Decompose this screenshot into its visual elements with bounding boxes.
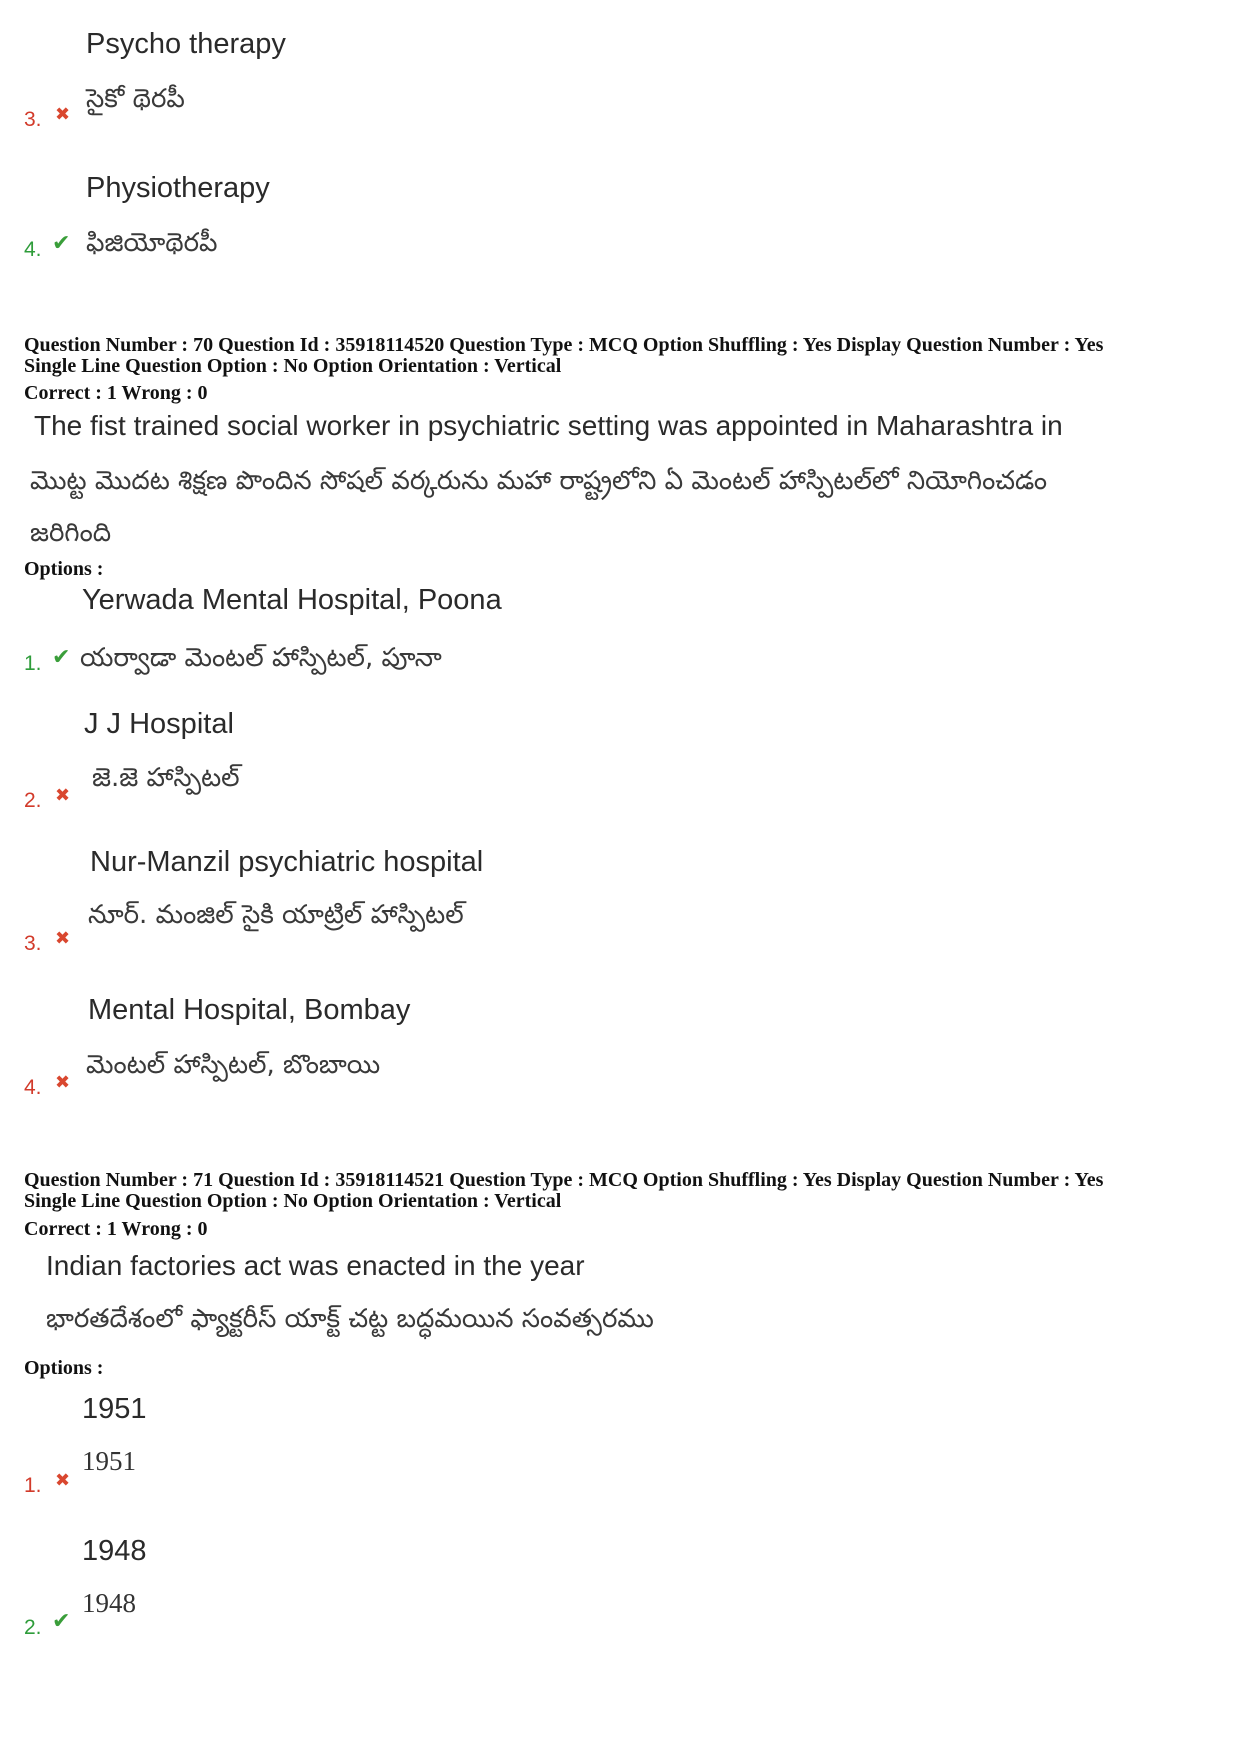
q70-option-3-telugu: నూర్. మంజిల్ సైకి యాట్రిల్ హాస్పిటల్ <box>88 900 464 930</box>
q71-marks: Correct : 1 Wrong : 0 <box>24 1218 208 1240</box>
prev-option-4-number: 4. <box>24 238 42 261</box>
prev-option-3-number: 3. <box>24 108 42 131</box>
q70-option-3-english: Nur-Manzil psychiatric hospital <box>90 846 484 878</box>
q71-meta-line1: Question Number : 71 Question Id : 35918114521 Question Type : MCQ Option Shuffling : Yes Display Question Number : Yes <box>24 1169 1104 1191</box>
q70-option-3-number: 3. <box>24 932 42 955</box>
q71-question-telugu: భారతదేశంలో ఫ్యాక్టరీస్ యాక్ట్ చట్ట బద్ధమయిన సంవత్సరము <box>46 1304 654 1334</box>
q70-question-english: The fist trained social worker in psychiatric setting was appointed in Maharashtra in <box>34 410 1063 441</box>
q70-option-1-number: 1. <box>24 652 42 675</box>
q71-option-2-telugu: 1948 <box>82 1588 136 1618</box>
cross-icon: ✖ <box>55 104 71 125</box>
q71-question-english: Indian factories act was enacted in the year <box>46 1250 585 1281</box>
check-icon: ✔ <box>52 231 71 256</box>
q70-option-2-number: 2. <box>24 789 42 812</box>
q70-option-1-telugu: యర్వాడా మెంటల్ హాస్పిటల్, పూనా <box>80 643 442 673</box>
q70-option-4-english: Mental Hospital, Bombay <box>88 994 411 1026</box>
cross-icon: ✖ <box>55 928 71 949</box>
prev-option-4-telugu: ఫిజియోథెరపీ <box>86 228 218 258</box>
q70-meta-line2: Single Line Question Option : No Option Orientation : Vertical <box>24 355 562 377</box>
check-icon: ✔ <box>52 645 71 670</box>
prev-option-4-english: Physiotherapy <box>86 172 270 204</box>
q70-question-telugu-line2: జరిగింది <box>30 518 112 548</box>
q70-option-1-english: Yerwada Mental Hospital, Poona <box>82 584 502 616</box>
q71-options-label: Options : <box>24 1357 104 1379</box>
q70-marks: Correct : 1 Wrong : 0 <box>24 382 208 404</box>
q70-question-telugu-line1: మొట్ట మొదట శిక్షణ పొందిన సోషల్ వర్కరును మహా రాష్ట్రలోని ఏ మెంటల్ హాస్పిటల్‌లో నియోగించడం <box>30 466 1048 496</box>
q70-option-4-number: 4. <box>24 1076 42 1099</box>
q71-option-1-telugu: 1951 <box>82 1446 136 1476</box>
cross-icon: ✖ <box>55 1072 71 1093</box>
q71-option-2-english: 1948 <box>82 1535 147 1567</box>
q71-meta-line2: Single Line Question Option : No Option Orientation : Vertical <box>24 1190 562 1212</box>
q71-option-1-number: 1. <box>24 1474 42 1497</box>
q70-option-4-telugu: మెంటల్ హాస్పిటల్, బొంబాయి <box>86 1050 381 1080</box>
q70-option-2-english: J J Hospital <box>84 708 234 740</box>
cross-icon: ✖ <box>55 1470 71 1491</box>
q70-meta-line1: Question Number : 70 Question Id : 35918114520 Question Type : MCQ Option Shuffling : Yes Display Question Number : Yes <box>24 334 1104 356</box>
prev-option-3-telugu: సైకో థెరపీ <box>86 84 185 114</box>
prev-option-3-english: Psycho therapy <box>86 28 286 60</box>
q70-option-2-telugu: జె.జె హాస్పిటల్ <box>92 763 240 793</box>
cross-icon: ✖ <box>55 785 71 806</box>
q70-options-label: Options : <box>24 558 104 580</box>
q71-option-1-english: 1951 <box>82 1393 147 1425</box>
q71-option-2-number: 2. <box>24 1616 42 1639</box>
check-icon: ✔ <box>52 1609 71 1634</box>
